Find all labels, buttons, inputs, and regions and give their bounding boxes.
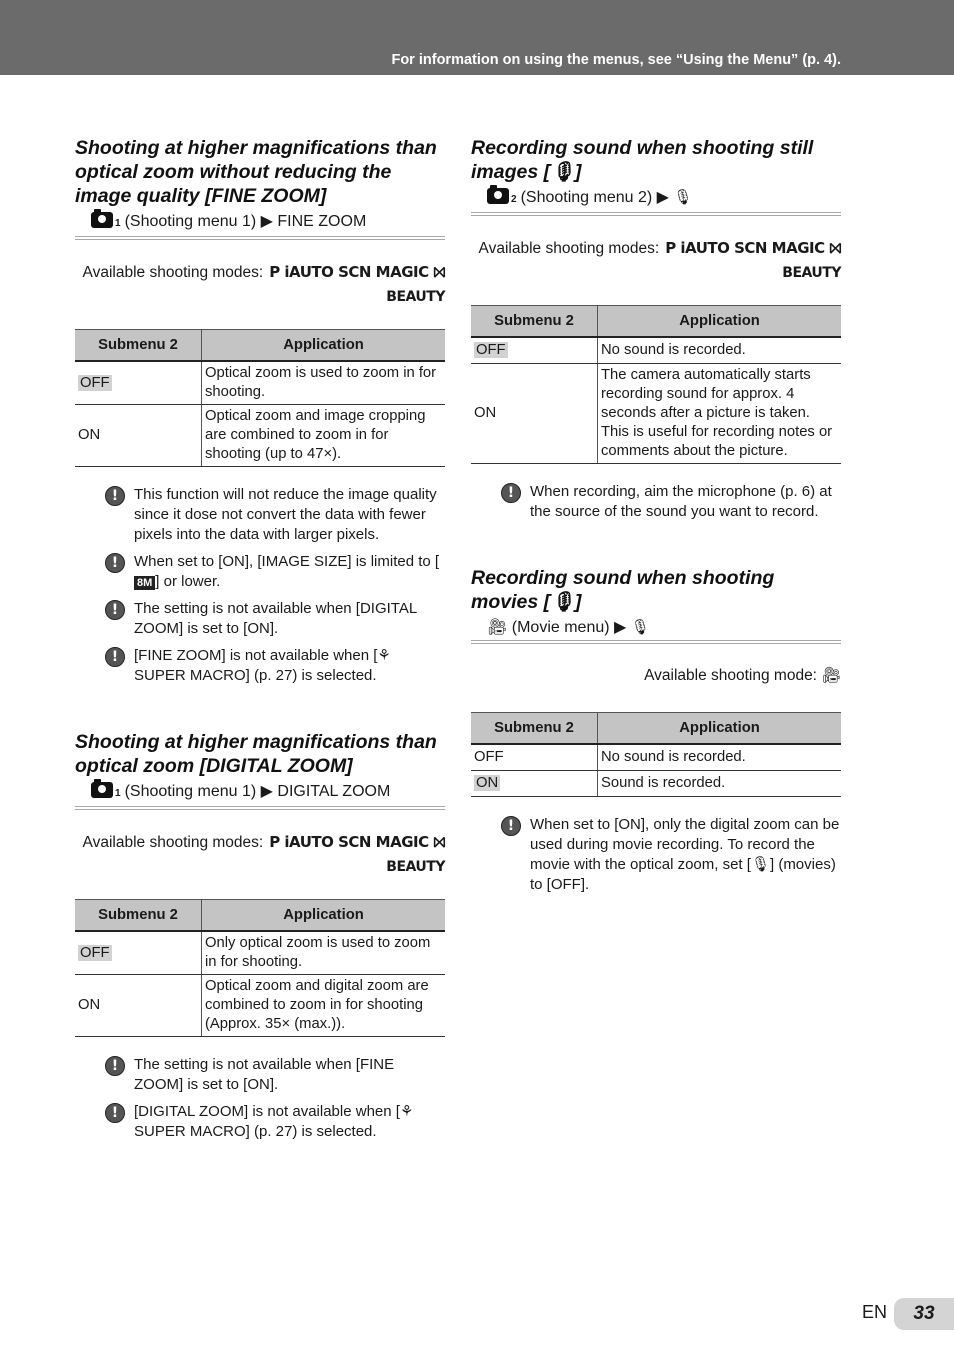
fine-zoom-menu-path: 1 (Shooting menu 1) ▶ FINE ZOOM <box>75 211 445 240</box>
submenu-off-current: OFF <box>80 374 110 391</box>
microphone-icon: 🎙︎ <box>550 591 575 613</box>
digital-zoom-section <box>75 730 445 1149</box>
tulip-icon: ⚘ <box>377 647 391 664</box>
sound-movie-table: Submenu 2 Application OFF No sound is recorded. ON Sound is recorded. <box>471 712 841 797</box>
tulip-icon: ⚘ <box>399 1103 414 1120</box>
note: ! When set to [ON], only the digital zoom can be used during movie recording. To record the movie with the optical zoom, set [🎙︎] (movies) to [OFF]. <box>501 815 841 895</box>
exclamation-icon: ! <box>501 816 521 836</box>
note: ! When recording, aim the microphone (p. 6) at the source of the sound you want to record. <box>501 482 841 522</box>
movie-camera-icon: 🎥︎ <box>821 667 841 684</box>
fine-zoom-table: Submenu 2 Application OFF Optical zoom is used to zoom in for shooting. ON Optical zoom and image cropping are combined to zoom in for shooting (up to 47×). <box>75 329 445 467</box>
image-size-8m-icon: 8M <box>134 576 155 590</box>
sound-still-title: Recording sound when shooting still images [🎙︎] <box>471 137 814 183</box>
submenu-off-current: OFF <box>80 944 110 961</box>
microphone-icon: 🎙︎ <box>630 619 650 636</box>
sound-movie-notes <box>501 815 841 895</box>
digital-zoom-table: Submenu 2 Application OFF Only optical zoom is used to zoom in for shooting. ON Optical zoom and digital zoom are combined to zoom in for shooting (Approx. 35× (max.)). <box>75 899 445 1037</box>
available-mode: Available shooting mode: 🎥︎ <box>644 667 841 684</box>
digital-zoom-title: Shooting at higher magnifications than optical zoom [DIGITAL ZOOM] <box>75 731 437 777</box>
header-text: For information on using the menus, see “Using the Menu” (p. 4). <box>391 52 841 68</box>
submenu-on-current: ON <box>476 774 499 791</box>
note: ! [FINE ZOOM] is not available when [⚘ SUPER MACRO] (p. 27) is selected. <box>105 646 445 686</box>
note: ! The setting is not available when [FINE ZOOM] is set to [ON]. <box>105 1055 445 1095</box>
camera-icon <box>91 782 113 798</box>
sound-movie-menu-path: 🎥︎ (Movie menu) ▶ 🎙︎ <box>471 617 841 644</box>
exclamation-icon: ! <box>501 483 521 503</box>
submenu-off-current: OFF <box>476 341 506 358</box>
movie-camera-icon: 🎥︎ <box>487 619 508 636</box>
digital-zoom-menu-path: 1 (Shooting menu 1) ▶ DIGITAL ZOOM <box>75 781 445 810</box>
exclamation-icon: ! <box>105 553 125 573</box>
sound-still-section <box>471 136 841 529</box>
exclamation-icon: ! <box>105 647 125 667</box>
header-bar <box>0 0 954 75</box>
note: ! The setting is not available when [DIGITAL ZOOM] is set to [ON]. <box>105 599 445 639</box>
digital-zoom-notes <box>105 1055 445 1142</box>
available-modes: Available shooting modes: P iAUTO SCN MAGIC ⨝ BEAUTY <box>82 263 445 305</box>
exclamation-icon: ! <box>105 486 125 506</box>
available-modes: Available shooting modes: P iAUTO SCN MAGIC ⨝ BEAUTY <box>478 239 841 281</box>
exclamation-icon: ! <box>105 1103 125 1123</box>
microphone-icon: 🎙︎ <box>750 855 770 873</box>
sound-still-menu-path: 2 (Shooting menu 2) ▶ 🎙︎ <box>471 187 841 216</box>
camera-icon <box>91 212 113 228</box>
available-modes: Available shooting modes: P iAUTO SCN MAGIC ⨝ BEAUTY <box>82 833 445 875</box>
note: ! This function will not reduce the image quality since it dose not convert the data with fewer pixels into the data with larger pixels. <box>105 485 445 545</box>
note: ! [DIGITAL ZOOM] is not available when [⚘ SUPER MACRO] (p. 27) is selected. <box>105 1102 445 1142</box>
language-label: EN <box>861 1302 887 1322</box>
note: ! When set to [ON], [IMAGE SIZE] is limited to [8M ] or lower. <box>105 552 445 592</box>
fine-zoom-title: Shooting at higher magnifications than optical zoom without reducing the image quality [FINE ZOOM] <box>75 137 437 207</box>
fine-zoom-section <box>75 136 445 693</box>
microphone-icon: 🎙︎ <box>550 161 575 183</box>
microphone-icon: 🎙︎ <box>673 189 693 206</box>
page-number: 33 <box>894 1298 954 1330</box>
fine-zoom-notes <box>105 485 445 686</box>
exclamation-icon: ! <box>105 1056 125 1076</box>
sound-still-table: Submenu 2 Application OFF No sound is recorded. ON The camera automatically starts recording sound for approx. 4 seconds after a picture is taken. This is useful for recording notes or comments about the picture. <box>471 305 841 464</box>
camera-icon <box>487 188 509 204</box>
exclamation-icon: ! <box>105 600 125 620</box>
sound-movie-title: Recording sound when shooting movies [🎙︎] <box>471 567 775 613</box>
sound-movie-section <box>471 566 841 902</box>
sound-still-notes <box>501 482 841 522</box>
